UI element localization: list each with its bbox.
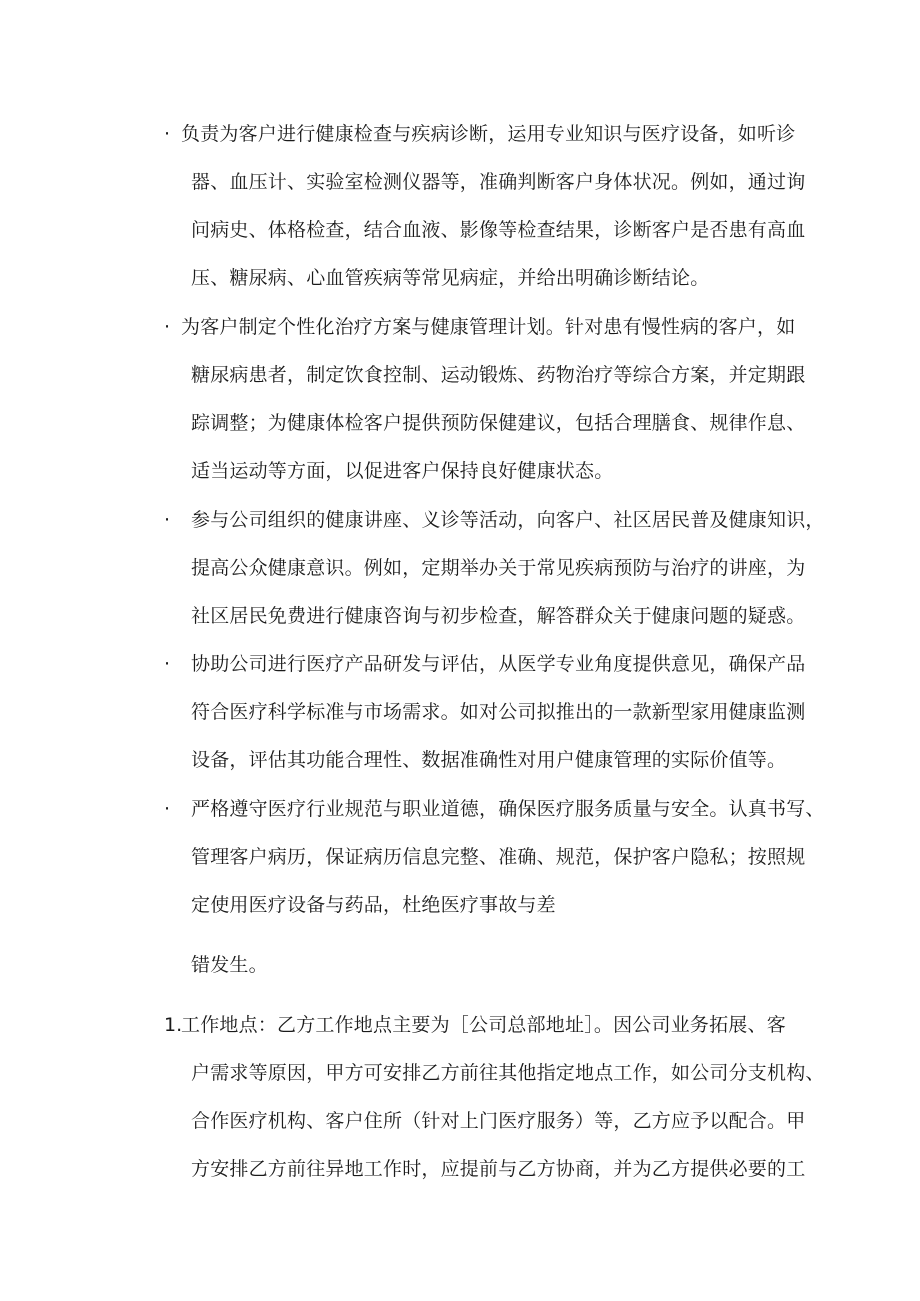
paragraph-line: 错发生。: [191, 954, 268, 976]
bullet-marker: ·: [164, 316, 171, 338]
paragraph-line: 问病史、体格检查，结合血液、影像等检查结果，诊断客户是否患有高血: [191, 219, 806, 241]
paragraph-line: 糖尿病患者，制定饮食控制、运动锻炼、药物治疗等综合方案，并定期跟: [191, 364, 806, 386]
paragraph-line: 适当运动等方面，以促进客户保持良好健康状态。: [191, 460, 614, 482]
bullet-marker: ·: [164, 653, 171, 675]
paragraph-line: 工作地点：乙方工作地点主要为［公司总部地址］。因公司业务拓展、客: [181, 1014, 786, 1036]
paragraph-line: 户需求等原因，甲方可安排乙方前往其他指定地点工作，如公司分支机构、: [191, 1062, 825, 1084]
paragraph-line: 负责为客户进行健康检查与疾病诊断，运用专业知识与医疗设备，如听诊: [181, 123, 796, 145]
paragraph-line: 定使用医疗设备与药品，杜绝医疗事故与差: [191, 894, 556, 916]
bullet-marker: ·: [164, 509, 171, 531]
bullet-marker: ·: [164, 123, 171, 145]
paragraph-line: 参与公司组织的健康讲座、义诊等活动，向客户、社区居民普及健康知识，: [191, 509, 825, 531]
bullet-marker: ·: [164, 798, 171, 820]
paragraph-line: 踪调整；为健康体检客户提供预防保健建议，包括合理膳食、规律作息、: [191, 412, 806, 434]
paragraph-line: 提高公众健康意识。例如，定期举办关于常见疾病预防与治疗的讲座，为: [191, 557, 806, 579]
paragraph-line: 设备，评估其功能合理性、数据准确性对用户健康管理的实际价值等。: [191, 749, 787, 771]
paragraph-line: 严格遵守医疗行业规范与职业道德，确保医疗服务质量与安全。认真书写、: [191, 798, 825, 820]
paragraph-line: 方安排乙方前往异地工作时，应提前与乙方协商，并为乙方提供必要的工: [191, 1158, 806, 1180]
paragraph-line: 管理客户病历，保证病历信息完整、准确、规范，保护客户隐私；按照规: [191, 846, 806, 868]
paragraph-line: 社区居民免费进行健康咨询与初步检查，解答群众关于健康问题的疑惑。: [191, 605, 806, 627]
paragraph-line: 合作医疗机构、客户住所（针对上门医疗服务）等，乙方应予以配合。甲: [191, 1110, 806, 1132]
paragraph-line: 协助公司进行医疗产品研发与评估，从医学专业角度提供意见，确保产品: [191, 653, 806, 675]
list-number: 1.: [164, 1014, 183, 1036]
paragraph-line: 器、血压计、实验室检测仪器等，准确判断客户身体状况。例如，通过询: [191, 171, 806, 193]
paragraph-line: 压、糖尿病、心血管疾病等常见病症，并给出明确诊断结论。: [191, 267, 710, 289]
paragraph-line: 符合医疗科学标准与市场需求。如对公司拟推出的一款新型家用健康监测: [191, 701, 806, 723]
paragraph-line: 为客户制定个性化治疗方案与健康管理计划。针对患有慢性病的客户，如: [181, 316, 796, 338]
